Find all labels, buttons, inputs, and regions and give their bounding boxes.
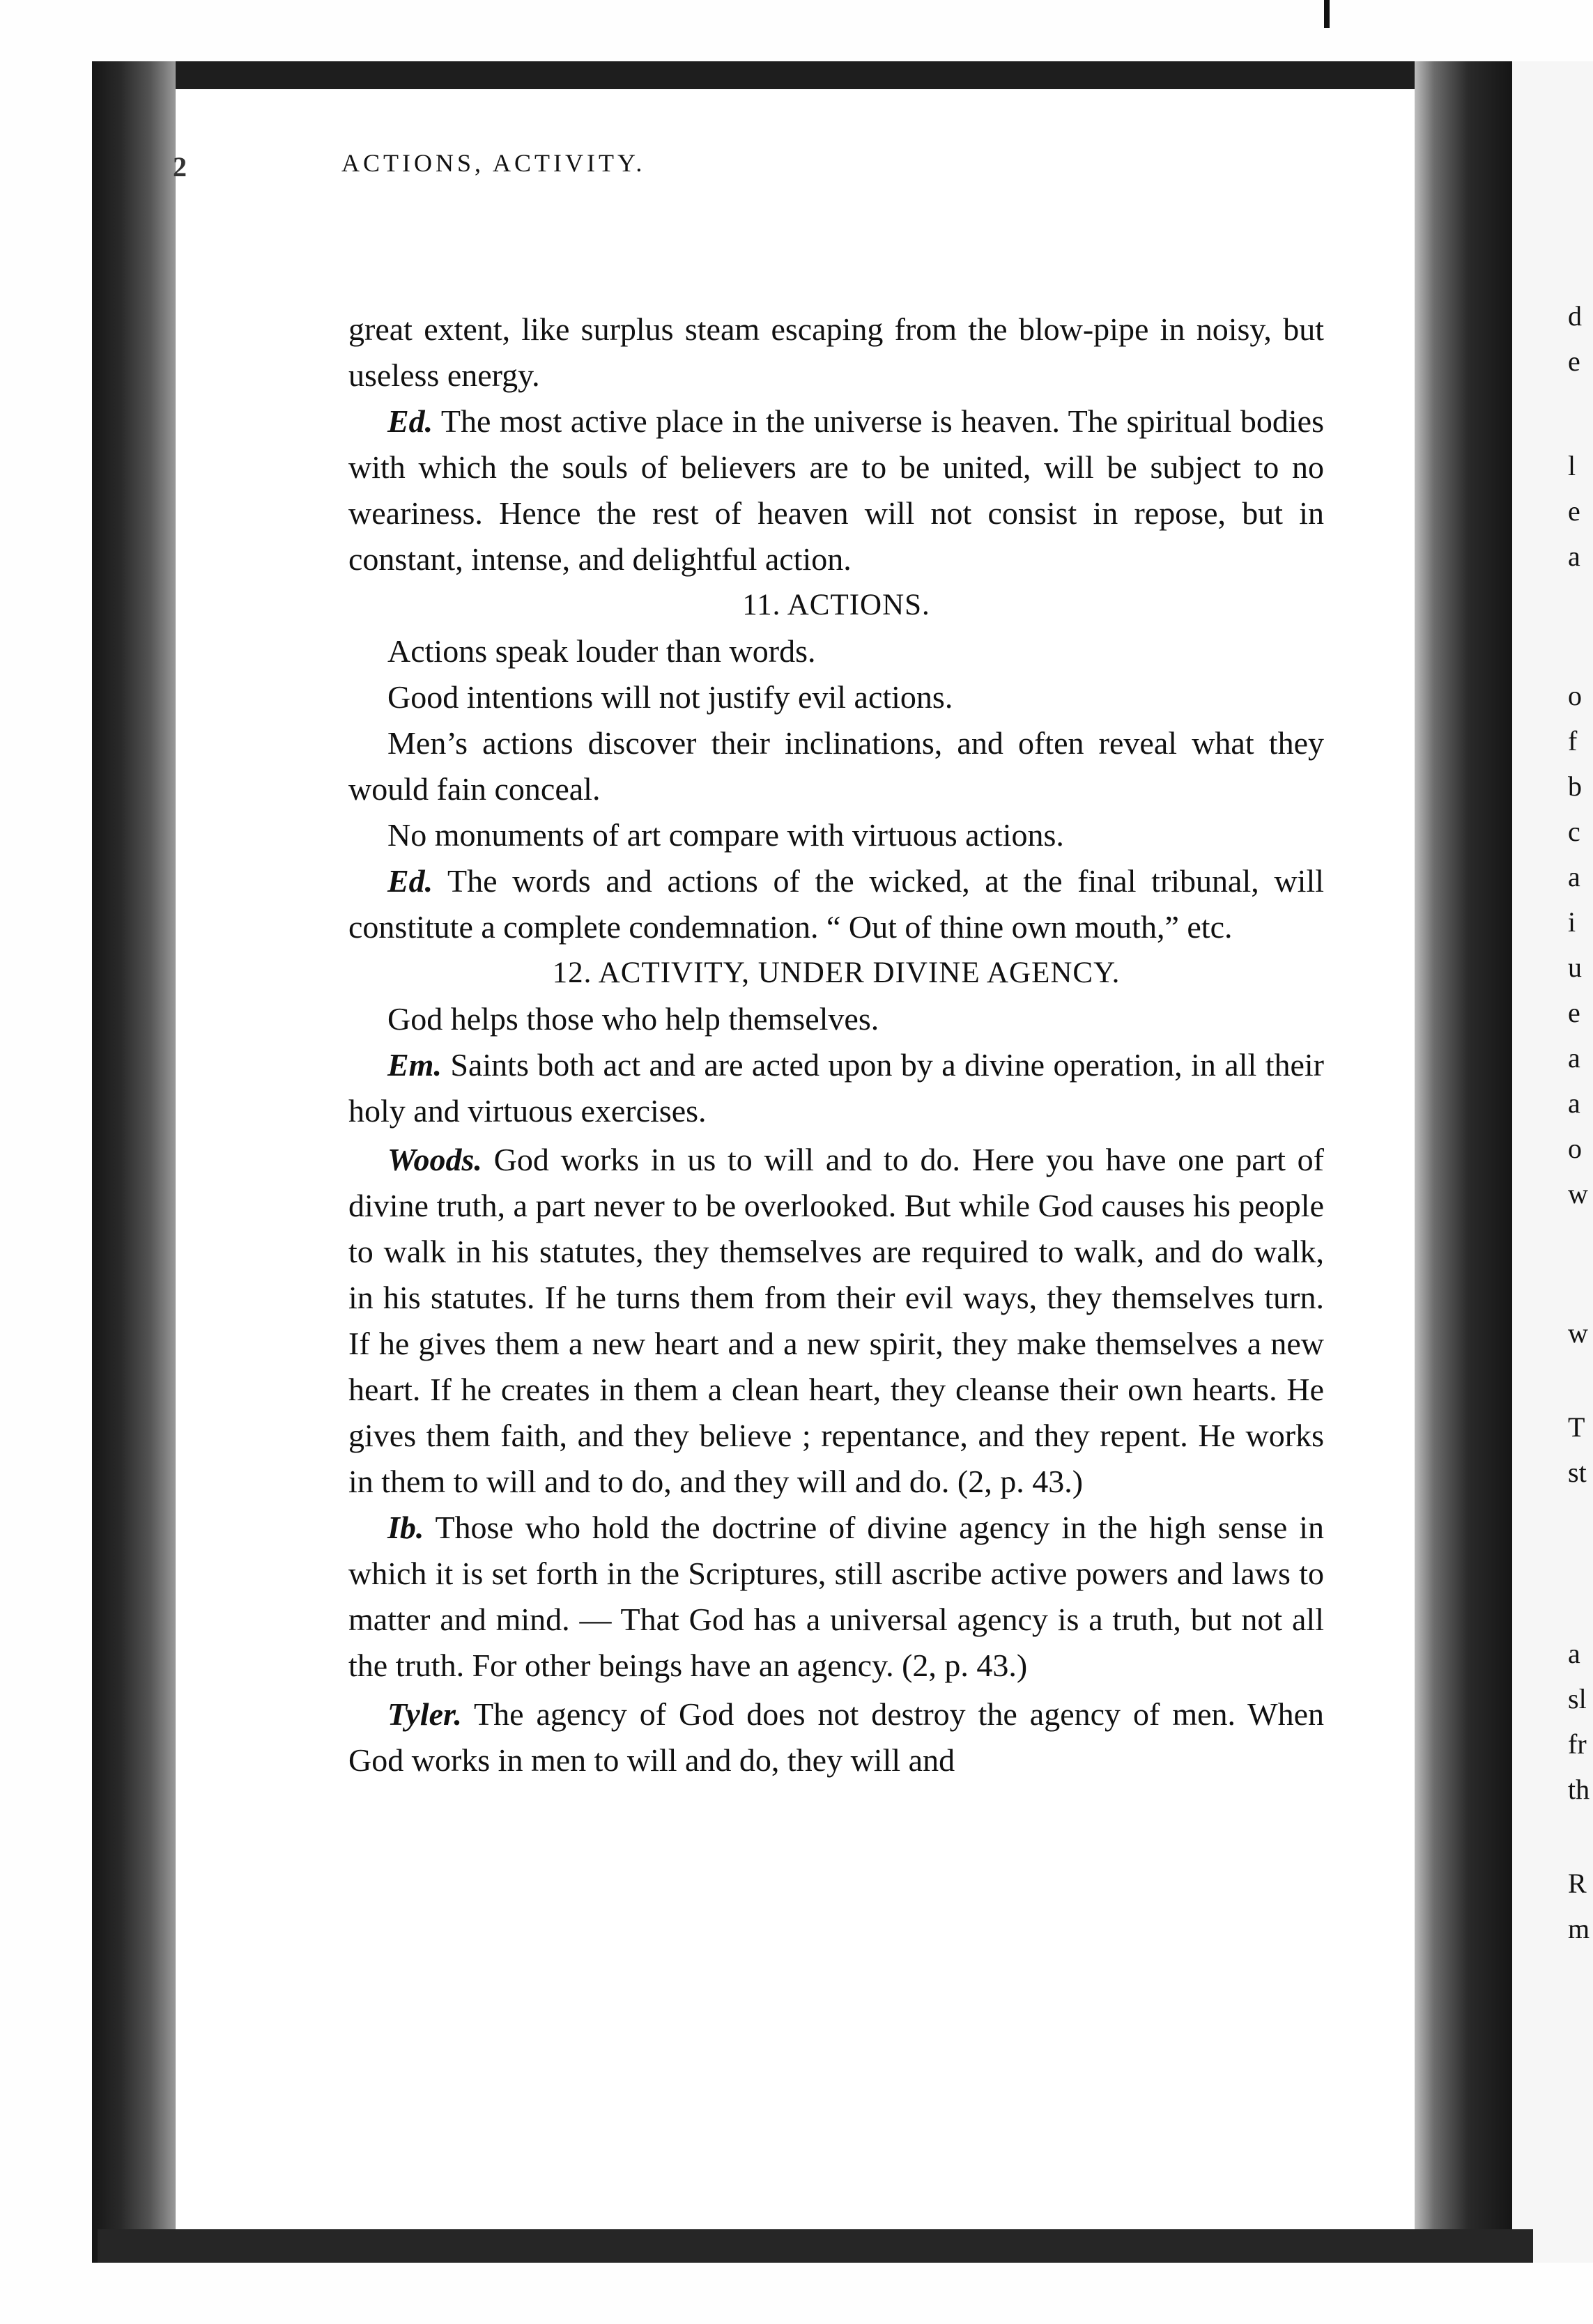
scan-border-bottom [98,2229,1533,2263]
facing-page-letter: a [1568,541,1580,572]
scan-binding-right [1415,61,1512,2263]
quotation-text: Saints both act and are acted upon by a divine operation, in all their holy and virtuous exercises. [348,1047,1324,1129]
facing-page-letter: o [1568,1133,1582,1164]
paragraph-ed [348,398,1324,582]
source-abbr: Em. [387,1047,442,1083]
proverb-text: Actions speak louder than words. [387,633,816,669]
source-abbr: Woods. [387,1142,482,1177]
proverb [348,720,1324,812]
film-mark [1324,0,1330,28]
facing-page-letter: i [1568,906,1576,938]
quotation-text: The agency of God does not destroy the agency of men. When God works in men to will and do, they will and [348,1696,1324,1778]
proverb [348,674,1324,720]
facing-page-letter: c [1568,816,1580,847]
source-abbr: Ed. [387,403,433,439]
facing-page-letter: o [1568,680,1582,711]
facing-page-letter: R [1568,1868,1587,1899]
facing-page-letter: a [1568,1042,1580,1074]
source-abbr: Tyler. [387,1696,462,1732]
quotation-text: The words and actions of the wicked, at the final tribunal, will constitute a complete condemnation. “ Out of thine own mouth,” etc. [348,863,1324,945]
scan-border-top [98,61,1533,89]
quotation [348,1042,1324,1134]
running-head: ACTIONS, ACTIVITY. [341,149,646,177]
source-abbr: Ib. [387,1510,424,1545]
quotation-text: God works in us to will and to do. Here you have one part of divine truth, a part never to be overlooked. But while God causes his people to walk in his statutes, they themselves are required to walk, and do walk, in his statutes. If he turns them from their evil ways, they themselves turn. If he gives them a new heart and a new spirit, they make themselves a new heart. If he creates in them a clean heart, they cleanse their own hearts. He gives them faith, and they believe ; repentance, and they repent. He works in them to will and to do, and they will and do. (2, p. 43.) [348,1142,1324,1499]
quotation [348,1691,1324,1783]
quotation [348,1137,1324,1505]
facing-page-letter: e [1568,495,1580,527]
facing-page-letter: a [1568,861,1580,892]
page-number: 2 [173,151,187,183]
paragraph-text: great extent, like surplus steam escaping from the blow-pipe in noisy, but useless energy. [348,311,1324,393]
quotation [348,1505,1324,1689]
quotation [348,858,1324,950]
section-heading-activity: 12. ACTIVITY, UNDER DIVINE AGENCY. [552,956,1121,989]
source-abbr: Ed. [387,863,433,899]
scan-binding-left [92,61,176,2263]
proverb-text: Good intentions will not justify evil actions. [387,679,953,715]
facing-page-letter: e [1568,346,1580,377]
proverb-text: No monuments of art compare with virtuous actions. [387,817,1064,853]
facing-page-letter: u [1568,952,1582,983]
paragraph-continuation [348,307,1324,398]
facing-page-letter: th [1568,1774,1590,1805]
proverb-text: God helps those who help themselves. [387,1001,879,1037]
facing-page-letter: a [1568,1087,1580,1119]
facing-page-letter: w [1568,1178,1588,1209]
section-heading-actions: 11. ACTIONS. [742,589,930,621]
facing-page-letter: b [1568,770,1582,802]
page-body [348,307,1324,1783]
proverb [348,996,1324,1042]
facing-page-letter: w [1568,1317,1588,1349]
facing-page-letter: st [1568,1457,1587,1488]
quotation-text: Those who hold the doctrine of divine agency in the high sense in which it is set forth in the Scriptures, still ascribe active powers and laws to matter and mind. — That God has a universal agency is a truth, but not all the truth. For other beings have an agency. (2, p. 43.) [348,1510,1324,1683]
proverb [348,812,1324,858]
facing-page-letter: T [1568,1411,1585,1443]
paragraph-text: The most active place in the universe is heaven. The spiritual bodies with which the souls of believers are to be united, will be subject to no weariness. Hence the rest of heaven will not consist in repose, but in constant, intense, and delightful action. [348,403,1324,577]
facing-page-letter: sl [1568,1683,1587,1714]
proverb-text: Men’s actions discover their inclinations, and often reveal what they would fain conceal. [348,725,1324,807]
facing-page-letter: fr [1568,1728,1587,1760]
facing-page-letter: e [1568,997,1580,1028]
facing-page-letter: a [1568,1638,1580,1669]
facing-page-letter: f [1568,725,1578,757]
proverb [348,628,1324,674]
facing-page-letter: m [1568,1913,1590,1944]
facing-page-letter: l [1568,450,1576,481]
facing-page-letter: d [1568,300,1582,332]
